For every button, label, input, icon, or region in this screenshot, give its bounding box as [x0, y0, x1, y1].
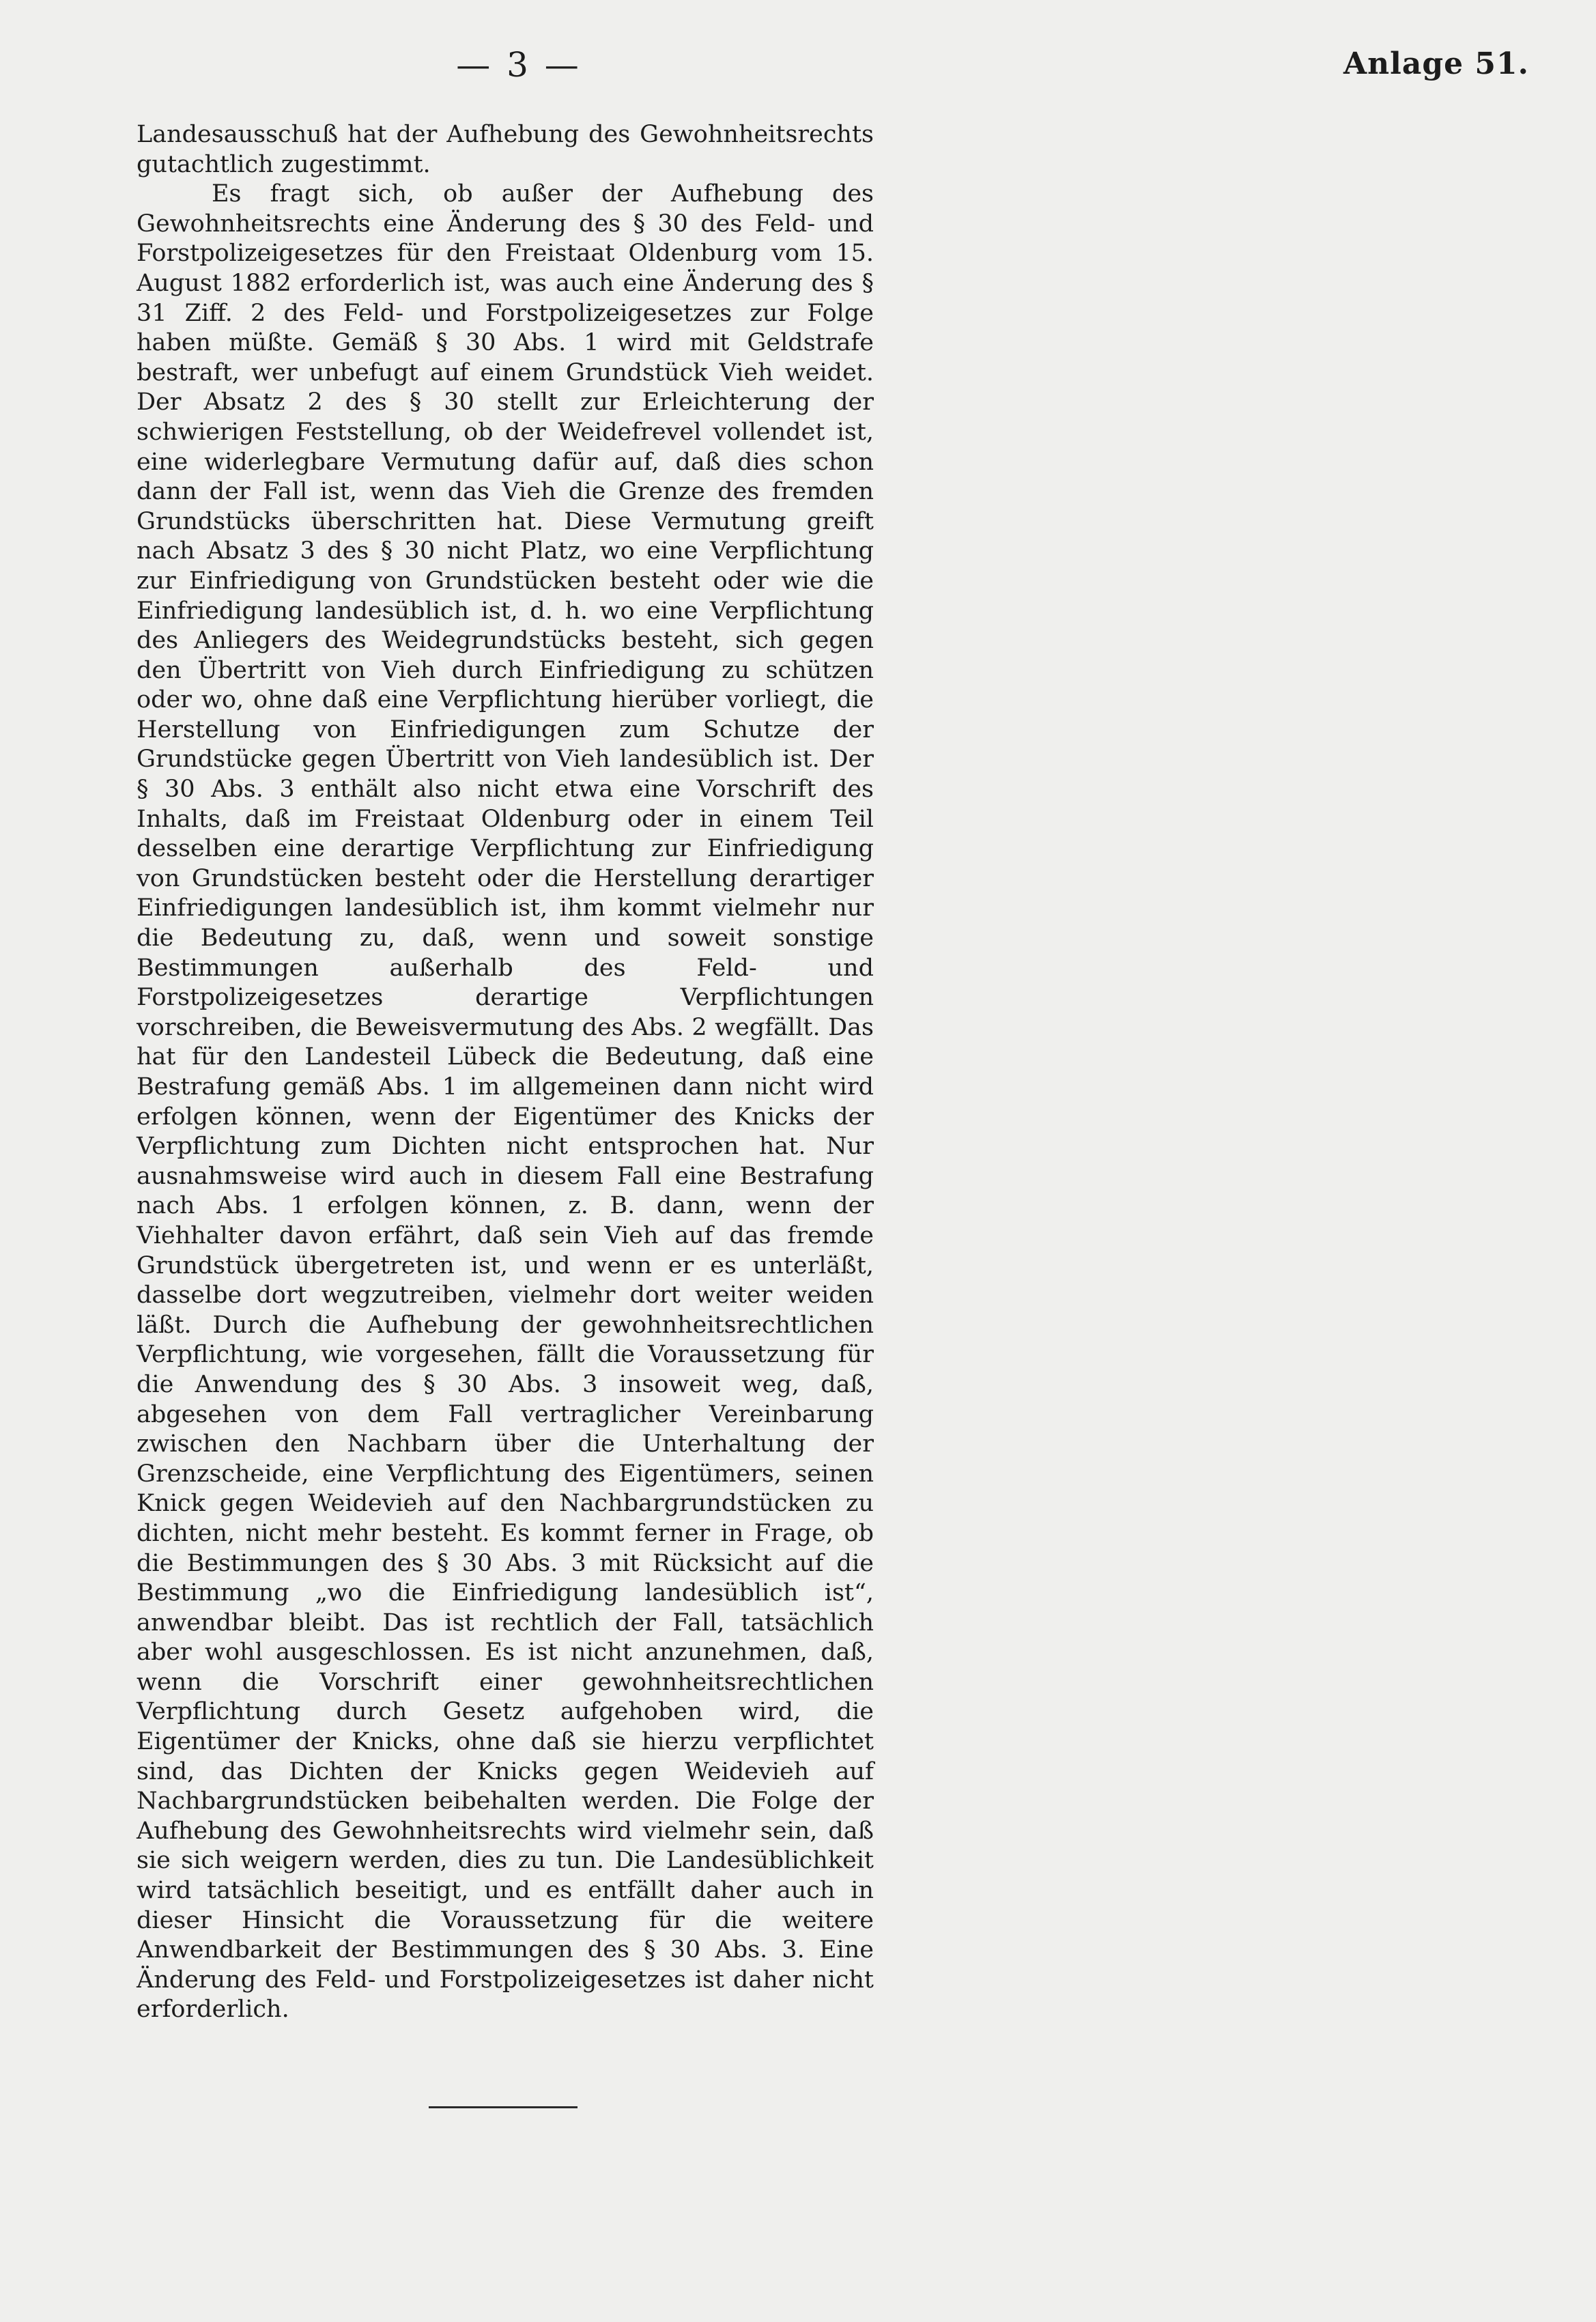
paragraph-continuation: Landesausschuß hat der Aufhebung des Gewohnheitsrechts gutachtlich zugestimmt. [137, 121, 874, 178]
page-number: — 3 — [456, 45, 582, 85]
text-column [137, 120, 874, 2025]
annex-label: Anlage 51. [1343, 46, 1529, 81]
closing-rule [429, 2106, 578, 2108]
paragraph-main: Es fragt sich, ob außer der Aufhebung des Gewohnheitsrechts eine Änderung des § 30 des Feld- und Forstpolizeigesetzes für den Freistaat Oldenburg vom 15. August 1882 erforderlich ist, was auch eine Änderung des § 31 Ziff. 2 des Feld- und Forstpolizeigesetzes zur Folge haben müßte. Gemäß § 30 Abs. 1 wird mit Geldstrafe bestraft, wer unbefugt auf einem Grundstück Vieh weidet. Der Absatz 2 des § 30 stellt zur Erleichterung der schwierigen Feststellung, ob der Weidefrevel vollendet ist, eine widerlegbare Vermutung dafür auf, daß dies schon dann der Fall ist, wenn das Vieh die Grenze des fremden Grundstücks überschritten hat. Diese Vermutung greift nach Absatz 3 des § 30 nicht Platz, wo eine Verpflichtung zur Einfriedigung von Grundstücken besteht oder wie die Einfriedigung landesüblich ist, d. h. wo eine Verpflichtung des Anliegers des Weidegrundstücks besteht, sich gegen den Übertritt von Vieh durch Einfriedigung zu schützen oder wo, ohne daß eine Verpflichtung hierüber vorliegt, die Herstellung von Einfriedigungen zum Schutze der Grundstücke gegen Übertritt von Vieh landesüblich ist. Der § 30 Abs. 3 enthält also nicht etwa eine Vorschrift des Inhalts, daß im Freistaat Oldenburg oder in einem Teil desselben eine derartige Verpflichtung zur Einfriedigung von Grundstücken besteht oder die Herstellung derartiger Einfriedigungen landesüblich ist, ihm kommt vielmehr nur die Bedeutung zu, daß, wenn und soweit sonstige Bestimmungen außerhalb des Feld- und Forstpolizeigesetzes derartige Verpflichtungen vorschreiben, die Beweisvermutung des Abs. 2 wegfällt. Das hat für den Landesteil Lübeck die Bedeutung, daß eine Bestrafung gemäß Abs. 1 im allgemeinen dann nicht wird erfolgen können, wenn der Eigentümer des Knicks der Verpflichtung zum Dichten nicht entsprochen hat. Nur ausnahmsweise wird auch in diesem Fall eine Bestrafung nach Abs. 1 erfolgen können, z. B. dann, wenn der Viehhalter davon erfährt, daß sein Vieh auf das fremde Grundstück übergetreten ist, und wenn er es unterläßt, dasselbe dort wegzutreiben, vielmehr dort weiter weiden läßt. Durch die Aufhebung der gewohnheitsrechtlichen Verpflichtung, wie vorgesehen, fällt die Voraussetzung für die Anwendung des § 30 Abs. 3 insoweit weg, daß, abgesehen von dem Fall vertraglicher Vereinbarung zwischen den Nachbarn über die Unterhaltung der Grenzscheide, eine Verpflichtung des Eigentümers, seinen Knick gegen Weidevieh auf den Nachbargrundstücken zu dichten, nicht mehr besteht. Es kommt ferner in Frage, ob die Bestimmungen des § 30 Abs. 3 mit Rücksicht auf die Bestimmung „wo die Einfriedigung landesüblich ist“, anwendbar bleibt. Das ist rechtlich der Fall, tatsächlich aber wohl ausgeschlossen. Es ist nicht anzunehmen, daß, wenn die Vorschrift einer gewohnheitsrechtlichen Verpflichtung durch Gesetz aufgehoben wird, die Eigentümer der Knicks, ohne daß sie hierzu verpflichtet sind, das Dichten der Knicks gegen Weidevieh auf Nachbargrundstücken beibehalten werden. Die Folge der Aufhebung des Gewohnheitsrechts wird vielmehr sein, daß sie sich weigern werden, dies zu tun. Die Landesüblichkeit wird tatsächlich beseitigt, und es entfällt daher auch in dieser Hinsicht die Voraussetzung für die weitere Anwendbarkeit der Bestimmungen des § 30 Abs. 3. Eine Änderung des Feld- und Forstpolizeigesetzes ist daher nicht erforderlich. [137, 180, 874, 2024]
